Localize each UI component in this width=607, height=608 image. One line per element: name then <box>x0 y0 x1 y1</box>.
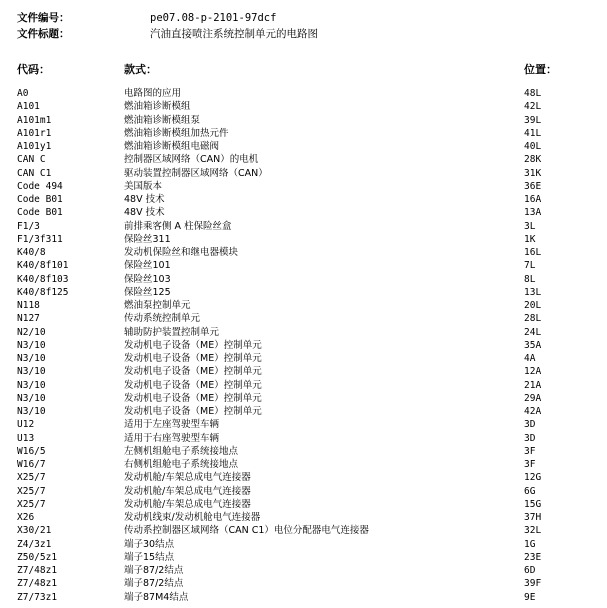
row-desc: 燃油箱诊断模组加热元件 <box>124 127 229 139</box>
row-code: X25/7 <box>17 472 46 484</box>
row-code: W16/5 <box>17 445 46 457</box>
row-code: N3/10 <box>17 353 46 364</box>
row-desc: 控制器区域网络（CAN）的电机 <box>124 154 259 166</box>
row-pos: 24L <box>524 326 542 338</box>
row-desc: 驱动装置控制器区域网络（CAN） <box>124 167 268 179</box>
table-row <box>0 365 607 378</box>
row-desc: 端子87M4结点 <box>124 591 189 603</box>
row-pos: 13L <box>524 286 542 298</box>
row-pos: 42L <box>524 101 542 113</box>
row-code: N3/10 <box>17 392 46 404</box>
row-desc: 燃油箱诊断模组 <box>124 101 191 113</box>
row-code: W16/7 <box>17 459 46 470</box>
row-desc: 保险丝125 <box>124 286 171 298</box>
row-desc: 适用于左座驾驶型车辆 <box>124 419 220 431</box>
table-row <box>0 591 607 604</box>
row-pos: 20L <box>524 300 542 311</box>
row-desc: 端子87/2结点 <box>124 578 184 590</box>
row-pos: 12A <box>524 366 542 378</box>
row-pos: 3D <box>524 419 536 431</box>
row-code: Z4/3z1 <box>17 538 52 550</box>
table-row <box>0 511 607 524</box>
row-pos: 1G <box>524 538 536 550</box>
table-row <box>0 392 607 405</box>
row-code: Code B01 <box>17 194 63 205</box>
row-desc: 发动机线束/发动机舱电气连接器 <box>124 512 261 523</box>
row-code: A0 <box>17 88 29 99</box>
row-code: Z7/48z1 <box>17 565 58 576</box>
table-row <box>0 286 607 299</box>
table-row <box>0 273 607 286</box>
table-row <box>0 100 607 113</box>
row-pos: 28K <box>524 154 542 166</box>
row-code: CAN C <box>17 154 46 166</box>
row-desc: 发动机电子设备（ME）控制单元 <box>124 339 262 351</box>
row-pos: 1K <box>524 233 536 245</box>
row-code: N2/10 <box>17 326 46 338</box>
row-pos: 32L <box>524 525 542 537</box>
row-code: N3/10 <box>17 366 46 378</box>
row-desc: 左侧机组舱电子系统接地点 <box>124 445 239 457</box>
row-code: X25/7 <box>17 498 46 510</box>
row-desc: 燃油箱诊断模组泵 <box>124 114 201 126</box>
row-pos: 3D <box>524 432 536 444</box>
file-number-row <box>0 11 607 25</box>
row-desc: 发动机舱/车架总成电气连接器 <box>124 472 251 484</box>
row-code: X30/21 <box>17 525 52 537</box>
table-row <box>0 538 607 551</box>
table-row <box>0 193 607 206</box>
row-code: K40/8f103 <box>17 273 69 285</box>
row-code: F1/3 <box>17 220 40 232</box>
row-code: N3/10 <box>17 379 46 391</box>
file-title-row <box>0 27 607 41</box>
row-pos: 40L <box>524 141 542 152</box>
row-desc: 发动机电子设备（ME）控制单元 <box>124 406 262 417</box>
row-desc: 电路图的应用 <box>124 88 182 99</box>
row-pos: 35A <box>524 339 542 351</box>
row-pos: 28L <box>524 313 542 325</box>
row-desc: 发动机保险丝和继电器模块 <box>124 247 239 258</box>
table-row <box>0 458 607 471</box>
row-pos: 3L <box>524 220 536 232</box>
table-row <box>0 180 607 193</box>
row-code: A101y1 <box>17 141 52 152</box>
row-desc: 端子30结点 <box>124 538 175 550</box>
row-code: U13 <box>17 432 35 444</box>
row-desc: 传动系控制器区域网络（CAN C1）电位分配器电气连接器 <box>124 525 369 537</box>
row-code: Z7/48z1 <box>17 578 58 590</box>
table-header <box>0 63 607 77</box>
table-row <box>0 485 607 498</box>
row-pos: 16A <box>524 194 542 205</box>
table-row <box>0 379 607 392</box>
header-desc: 款式： <box>124 63 157 76</box>
table-row <box>0 418 607 431</box>
row-code: CAN C1 <box>17 167 52 179</box>
row-desc: 右侧机组舱电子系统接地点 <box>124 459 239 470</box>
row-pos: 42A <box>524 406 542 417</box>
row-desc: 48V 技术 <box>124 194 165 205</box>
row-code: A101m1 <box>17 114 52 126</box>
row-pos: 15G <box>524 498 542 510</box>
file-title-label: 文件标题： <box>17 28 70 40</box>
table-row <box>0 233 607 246</box>
row-code: A101 <box>17 101 40 113</box>
row-desc: 燃油泵控制单元 <box>124 300 191 311</box>
row-pos: 31K <box>524 167 542 179</box>
row-desc: 美国版本 <box>124 180 163 192</box>
file-number-label: 文件编号： <box>17 12 70 24</box>
row-pos: 3F <box>524 445 536 457</box>
row-desc: 48V 技术 <box>124 207 165 219</box>
row-desc: 发动机电子设备（ME）控制单元 <box>124 353 262 364</box>
table-row <box>0 140 607 153</box>
row-pos: 16L <box>524 247 542 258</box>
table-row <box>0 326 607 339</box>
table-row <box>0 524 607 537</box>
row-code: N3/10 <box>17 339 46 351</box>
table-row <box>0 246 607 259</box>
row-desc: 前排乘客侧 A 柱保险丝盒 <box>124 220 232 232</box>
row-pos: 23E <box>524 551 542 563</box>
row-desc: 发动机电子设备（ME）控制单元 <box>124 379 262 391</box>
row-code: Code B01 <box>17 207 63 219</box>
table-row <box>0 352 607 365</box>
row-code: K40/8f125 <box>17 286 69 298</box>
row-code: X26 <box>17 512 35 523</box>
row-pos: 41L <box>524 127 542 139</box>
row-pos: 6G <box>524 485 536 497</box>
table-row <box>0 114 607 127</box>
row-desc: 燃油箱诊断模组电磁阀 <box>124 141 220 152</box>
row-pos: 4A <box>524 353 536 364</box>
row-desc: 端子87/2结点 <box>124 565 184 576</box>
table-row <box>0 299 607 312</box>
row-code: U12 <box>17 419 35 431</box>
row-pos: 3F <box>524 459 536 470</box>
row-pos: 6D <box>524 565 536 576</box>
table-row <box>0 432 607 445</box>
table-row <box>0 339 607 352</box>
row-pos: 21A <box>524 379 542 391</box>
row-code: Code 494 <box>17 180 63 192</box>
table-row <box>0 259 607 272</box>
row-code: N118 <box>17 300 40 311</box>
row-desc: 发动机电子设备（ME）控制单元 <box>124 366 262 378</box>
row-desc: 发动机舱/车架总成电气连接器 <box>124 498 251 510</box>
row-desc: 保险丝103 <box>124 273 171 285</box>
row-pos: 36E <box>524 180 542 192</box>
table-row <box>0 87 607 100</box>
table-row <box>0 498 607 511</box>
table-row <box>0 167 607 180</box>
row-desc: 保险丝101 <box>124 260 171 272</box>
row-code: K40/8 <box>17 247 46 258</box>
row-code: F1/3f311 <box>17 233 63 245</box>
row-pos: 8L <box>524 273 536 285</box>
table-row <box>0 206 607 219</box>
table-row <box>0 312 607 325</box>
row-pos: 9E <box>524 591 536 603</box>
row-desc: 端子15结点 <box>124 551 175 563</box>
row-code: N3/10 <box>17 406 46 417</box>
header-pos: 位置： <box>524 63 557 76</box>
row-code: N127 <box>17 313 40 325</box>
row-desc: 辅助防护装置控制单元 <box>124 326 220 338</box>
row-code: Z50/5z1 <box>17 551 58 563</box>
row-desc: 传动系统控制单元 <box>124 313 201 325</box>
table-row <box>0 577 607 590</box>
row-desc: 发动机电子设备（ME）控制单元 <box>124 392 262 404</box>
table-row <box>0 471 607 484</box>
table-row <box>0 564 607 577</box>
table-row <box>0 220 607 233</box>
row-pos: 37H <box>524 512 542 523</box>
table-row <box>0 153 607 166</box>
row-pos: 39F <box>524 578 542 590</box>
row-desc: 保险丝311 <box>124 233 171 245</box>
file-number-value: pe07.08-p-2101-97dcf <box>150 12 277 24</box>
file-title-value: 汽油直接喷注系统控制单元的电路图 <box>150 28 318 40</box>
table-row <box>0 127 607 140</box>
row-desc: 发动机舱/车架总成电气连接器 <box>124 485 251 497</box>
row-pos: 39L <box>524 114 542 126</box>
table-row <box>0 405 607 418</box>
header-code: 代码： <box>17 63 50 76</box>
component-table <box>0 87 607 604</box>
row-pos: 13A <box>524 207 542 219</box>
table-row <box>0 551 607 564</box>
row-pos: 48L <box>524 88 542 99</box>
row-pos: 29A <box>524 392 542 404</box>
row-code: A101r1 <box>17 127 52 139</box>
row-code: X25/7 <box>17 485 46 497</box>
row-code: K40/8f101 <box>17 260 69 272</box>
table-row <box>0 445 607 458</box>
row-pos: 12G <box>524 472 542 484</box>
row-desc: 适用于右座驾驶型车辆 <box>124 432 220 444</box>
row-code: Z7/73z1 <box>17 591 58 603</box>
row-pos: 7L <box>524 260 536 272</box>
